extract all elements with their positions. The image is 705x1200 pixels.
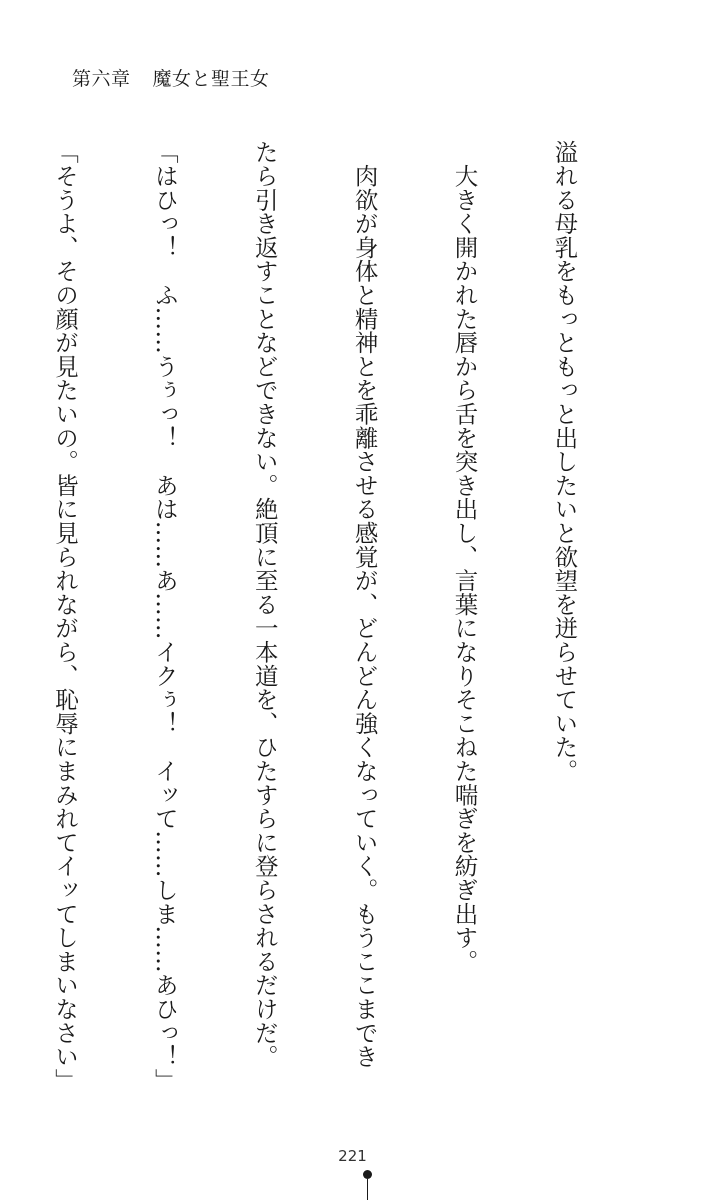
page-marker-icon: [363, 1170, 372, 1179]
page-marker-dot: [363, 1170, 372, 1179]
text-line: 「そうよ、その顔が見たいの。皆に見られながら、恥辱にまみれてイッてしまいなさい」: [50, 140, 79, 1092]
text-line: 「はひっ！ ふ……うぅっ！ あは……あ……イクぅ！ イッて……しま……あひっ！」: [150, 140, 179, 1092]
text-line: 肉欲が身体と精神とを乖離させる感覚が、どんどん強くなっていく。もうここまでき: [350, 140, 379, 1069]
page-number: 221: [338, 1147, 367, 1165]
text-line: 大きく開かれた唇から舌を突き出し、言葉になりそこねた喘ぎを紡ぎ出す。: [450, 140, 479, 973]
text-line: たら引き返すことなどできない。絶頂に至る一本道を、ひたすらに登らされるだけだ。: [250, 140, 279, 1069]
vertical-body-text: [0, 140, 647, 1092]
page-marker-stem: [367, 1179, 368, 1200]
chapter-label: 第六章: [72, 68, 131, 90]
chapter-title: 魔女と聖王女: [152, 68, 270, 90]
running-header: [72, 64, 270, 91]
text-line: 溢れる母乳をもっともっと出したいと欲望を迸らせていた。: [550, 140, 579, 783]
